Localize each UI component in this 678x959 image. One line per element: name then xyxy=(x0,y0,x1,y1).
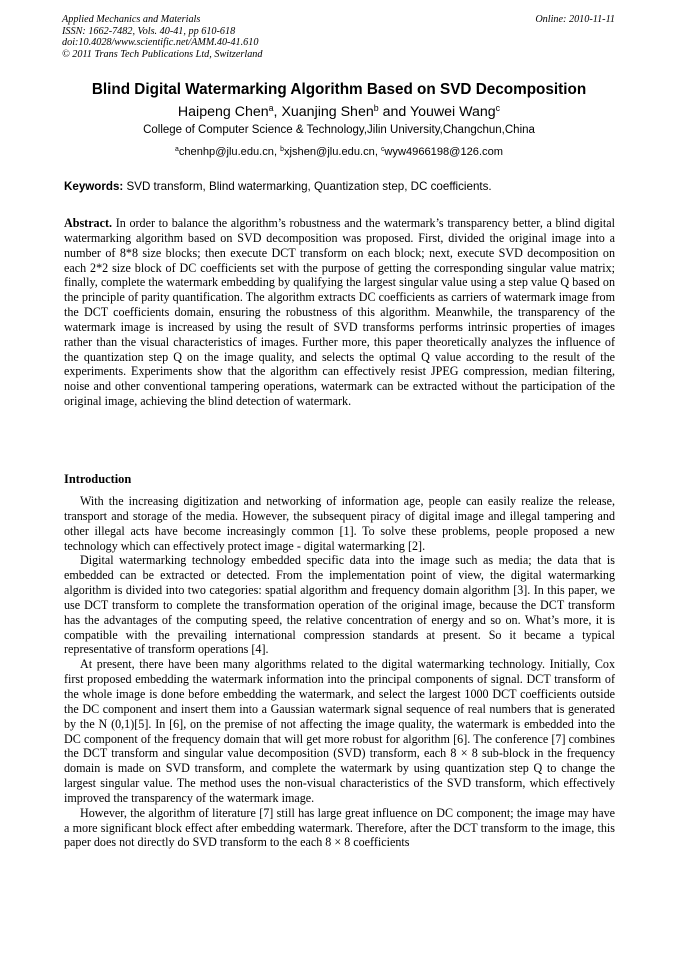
journal-name: Applied Mechanics and Materials xyxy=(62,14,201,25)
email-superscript: c xyxy=(380,146,385,154)
email-address: chenhp@jlu.edu.cn xyxy=(178,146,274,158)
email-address: wyw4966198@126.com xyxy=(384,146,503,158)
email-superscript: a xyxy=(175,146,179,154)
copyright-line: © 2011 Trans Tech Publications Ltd, Switzerland xyxy=(62,48,263,60)
paragraph: At present, there have been many algorithms related to the digital watermarking technology. Initially, Cox first proposed embedding the watermark information into the principal components of signal. DCT transform of the whole image is done before embedding the watermark, and select the largest 1000 DCT coefficients outside the DC component and insert them into a Gaussian watermark signal sequence of real numbers that is generated by the N (0,1)[5]. In [6], on the premise of not affecting the image quality, the watermark is embedded into the DC component of the frequency domain that will get more robust for algorithm [6]. The conference [7] combines the DCT transform and singular value decomposition (SVD) transform, each 8 × 8 sub-block in the frequency domain is made on SVD transform, and complete the watermark by using quantization step Q to change the largest singular value. The method uses the non-visual characteristics of the SVD transform, which effectively improved the transparency of the watermark image. xyxy=(64,657,615,805)
running-header xyxy=(62,14,615,60)
email-address: xjshen@jlu.edu.cn xyxy=(283,146,375,158)
author-superscript: b xyxy=(373,103,379,114)
paragraph: With the increasing digitization and networking of information age, people can easily realize the release, transport and storage of the media. However, the subsequent piracy of digital image and illegal tampering and other illegal acts have become increasingly common [1]. To solve these problems, people proposed a new technology which can effectively protect image - digital watermarking [2]. xyxy=(64,494,615,553)
keywords xyxy=(64,180,616,193)
doi-line: doi:10.4028/www.scientific.net/AMM.40-41.610 xyxy=(62,37,259,49)
online-date: Online: 2010-11-11 xyxy=(535,14,615,25)
keywords-text: SVD transform, Blind watermarking, Quantization step, DC coefficients. xyxy=(123,180,492,193)
author-separator: , xyxy=(273,104,282,120)
abstract-label: Abstract. xyxy=(64,216,113,230)
section-heading-introduction: Introduction xyxy=(64,472,132,486)
email-separator: , xyxy=(374,146,381,158)
author-name: Youwei Wang xyxy=(409,104,496,120)
abstract-text: In order to balance the algorithm’s robustness and the watermark’s transparency better, a blind digital watermarking algorithm based on SVD decomposition was proposed. First, divided the original image into a number of 8*8 size blocks; then execute DCT transform on each block; next, execute SVD decomposition on each 2*2 size block of DC coefficients set with the purpose of getting the corresponding singular value matrix; finally, complete the watermark embedding by qualifying the largest singular value using a step value Q based on the principle of parity quantification. The algorithm extracts DC coefficients as carriers of watermark image from the DCT coefficients domain, ensuring the robustness of this algorithm. Meanwhile, the transparency of the watermark image is increased by using the result of SVD transforms performs intrinsic properties of images rather than the visual characteristics of images. Further more, this paper theoretically analyzes the influence of the quantization step Q on the image quality, and selects the optimal Q value according to the result of the experiments. Experiments show that the algorithm can effectively resist JPEG compression, median filtering, noise and other conventional tampering operations, watermark can be extracted without the participation of the original image, achieving the blind detection of watermark. xyxy=(64,216,615,409)
email-separator: , xyxy=(273,146,281,158)
author-superscript: a xyxy=(268,103,274,114)
author-superscript: c xyxy=(495,103,501,114)
paragraph: However, the algorithm of literature [7] still has large great influence on DC component; the image may have a more significant block effect after embedding watermark. Therefore, after the DCT transform to the image, this paper does not directly do SVD transform to the each 8 × 8 coefficients xyxy=(64,805,615,850)
author-name: Xuanjing Shen xyxy=(281,104,374,120)
keywords-label: Keywords: xyxy=(64,180,124,193)
abstract xyxy=(64,216,615,409)
email-list xyxy=(0,146,678,158)
issn-line: ISSN: 1662-7482, Vols. 40-41, pp 610-618 xyxy=(62,25,236,37)
paper-title: Blind Digital Watermarking Algorithm Based on SVD Decomposition xyxy=(91,81,587,98)
affiliation: College of Computer Science & Technology,Jilin University,Changchun,China xyxy=(143,124,535,136)
author-name: Haipeng Chen xyxy=(177,104,269,120)
introduction-body xyxy=(64,494,615,850)
author-list xyxy=(0,104,678,120)
paragraph: Digital watermarking technology embedded specific data into the image such as media; the data that is embedded can be extracted or detected. From the implementation point of view, the digital watermarking algorithm is divided into two categories: spatial algorithm and frequency domain algorithm [3]. In this paper, we use DCT transform to complete the transformation operation of the original image, because the DCT transform has the advantages of the computing speed, the relative concentration of energy and so on. What’s more, it is compatible with the prevailing international compression standards at present. So it became a typical representative of transform operations [4]. xyxy=(64,553,615,657)
author-separator: and xyxy=(378,104,410,120)
email-superscript: b xyxy=(280,146,284,154)
